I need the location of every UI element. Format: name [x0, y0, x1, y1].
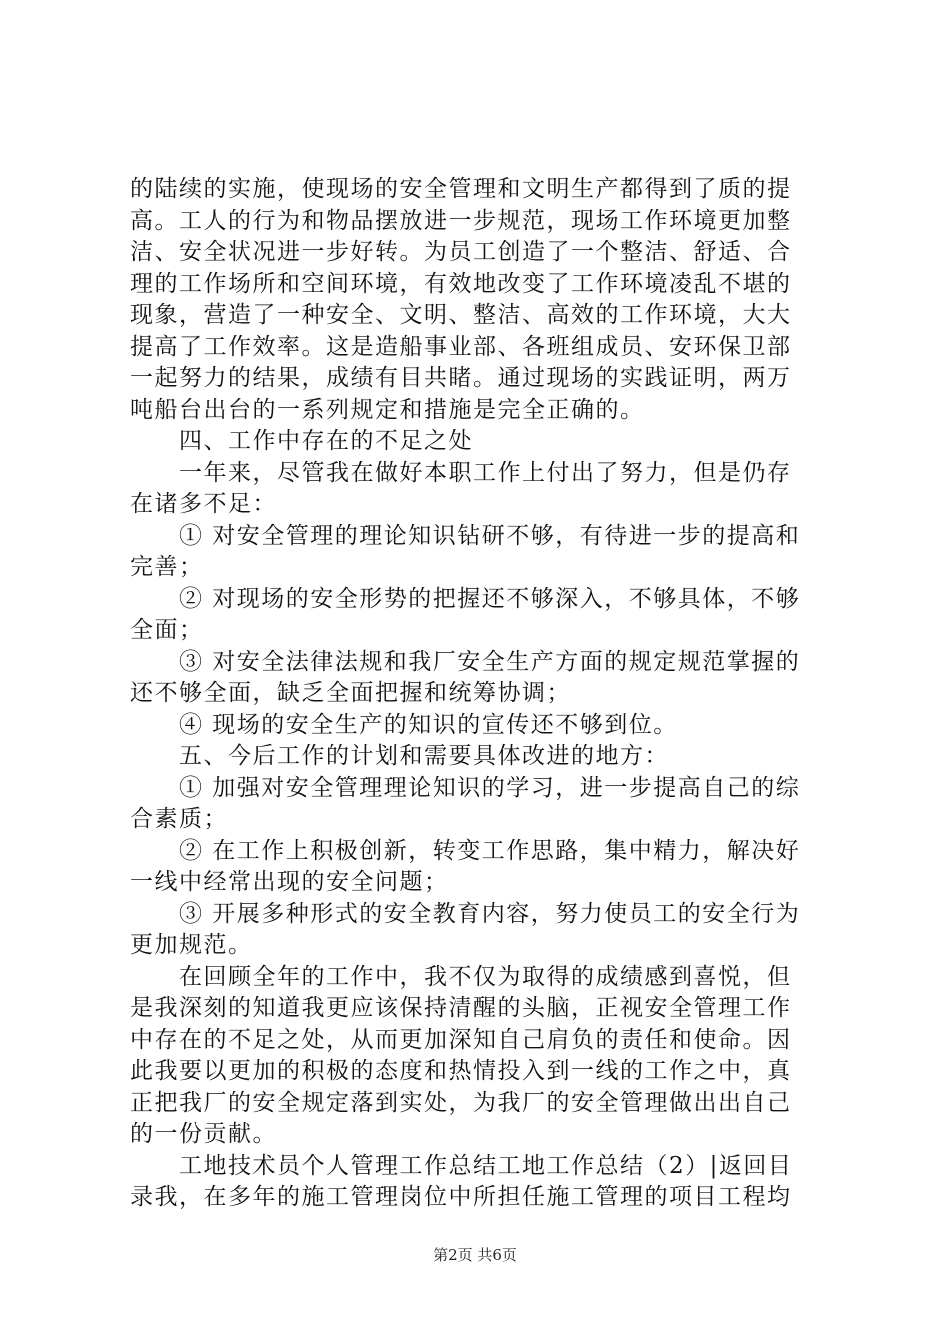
text-line: 吨船台出台的一系列规定和措施是完全正确的。 — [130, 396, 645, 423]
text-line: 是我深刻的知道我更应该保持清醒的头脑，正视安全管理工作 — [130, 995, 792, 1021]
text-line: ③ 开展多种形式的安全教育内容，努力使员工的安全行为 — [130, 900, 801, 927]
text-line: 四、工作中存在的不足之处 — [130, 428, 473, 454]
text-line: 合素质； — [130, 806, 228, 832]
text-line: 在诸多不足： — [130, 491, 277, 517]
text-line: 提高了工作效率。这是造船事业部、各班组成员、安环保卫部 — [130, 333, 792, 360]
text-line: 一年来，尽管我在做好本职工作上付出了努力，但是仍存 — [130, 459, 792, 486]
text-line: 一线中经常出现的安全问题； — [130, 869, 449, 895]
text-line: 全面； — [130, 617, 204, 643]
text-line: 还不够全面，缺乏全面把握和统筹协调； — [130, 680, 571, 706]
document-body — [130, 174, 830, 1214]
text-line: ③ 对安全法律法规和我厂安全生产方面的规定规范掌握的 — [130, 648, 801, 675]
text-line: 在回顾全年的工作中，我不仅为取得的成绩感到喜悦，但 — [130, 963, 792, 990]
text-line: 高。工人的行为和物品摆放进一步规范，现场工作环境更加整 — [130, 207, 792, 234]
page-footer: 第2页 共6页 — [433, 1246, 517, 1264]
text-line: 现象，营造了一种安全、文明、整洁、高效的工作环境，大大 — [130, 302, 792, 328]
text-line: 更加规范。 — [130, 932, 253, 958]
text-line: ② 在工作上积极创新，转变工作思路，集中精力，解决好 — [130, 837, 801, 864]
text-line: 完善； — [130, 554, 204, 580]
text-line: 工地技术员个人管理工作总结工地工作总结（2）|返回目 — [130, 1152, 793, 1179]
text-line: 录我，在多年的施工管理岗位中所担任施工管理的项目工程均 — [130, 1184, 792, 1210]
text-line: ① 对安全管理的理论知识钻研不够，有待进一步的提高和 — [130, 522, 801, 549]
text-line: 理的工作场所和空间环境，有效地改变了工作环境凌乱不堪的 — [130, 270, 792, 297]
text-line: 洁、安全状况进一步好转。为员工创造了一个整洁、舒适、合 — [130, 239, 792, 265]
text-line: 此我要以更加的积极的态度和热情投入到一线的工作之中，真 — [130, 1058, 792, 1084]
text-line: ② 对现场的安全形势的把握还不够深入，不够具体，不够 — [130, 585, 801, 612]
text-line: 的一份贡献。 — [130, 1121, 277, 1147]
text-line: 正把我厂的安全规定落到实处，为我厂的安全管理做出出自己 — [130, 1089, 792, 1116]
text-line: ① 加强对安全管理理论知识的学习，进一步提高自己的综 — [130, 774, 801, 801]
text-line: 一起努力的结果，成绩有目共睹。通过现场的实践证明，两万 — [130, 365, 792, 391]
text-line: ④ 现场的安全生产的知识的宣传还不够到位。 — [130, 711, 678, 738]
text-line: 的陆续的实施，使现场的安全管理和文明生产都得到了质的提 — [130, 176, 792, 202]
text-line: 五、今后工作的计划和需要具体改进的地方： — [130, 743, 669, 769]
text-line: 中存在的不足之处，从而更加深知自己肩负的责任和使命。因 — [130, 1026, 792, 1053]
